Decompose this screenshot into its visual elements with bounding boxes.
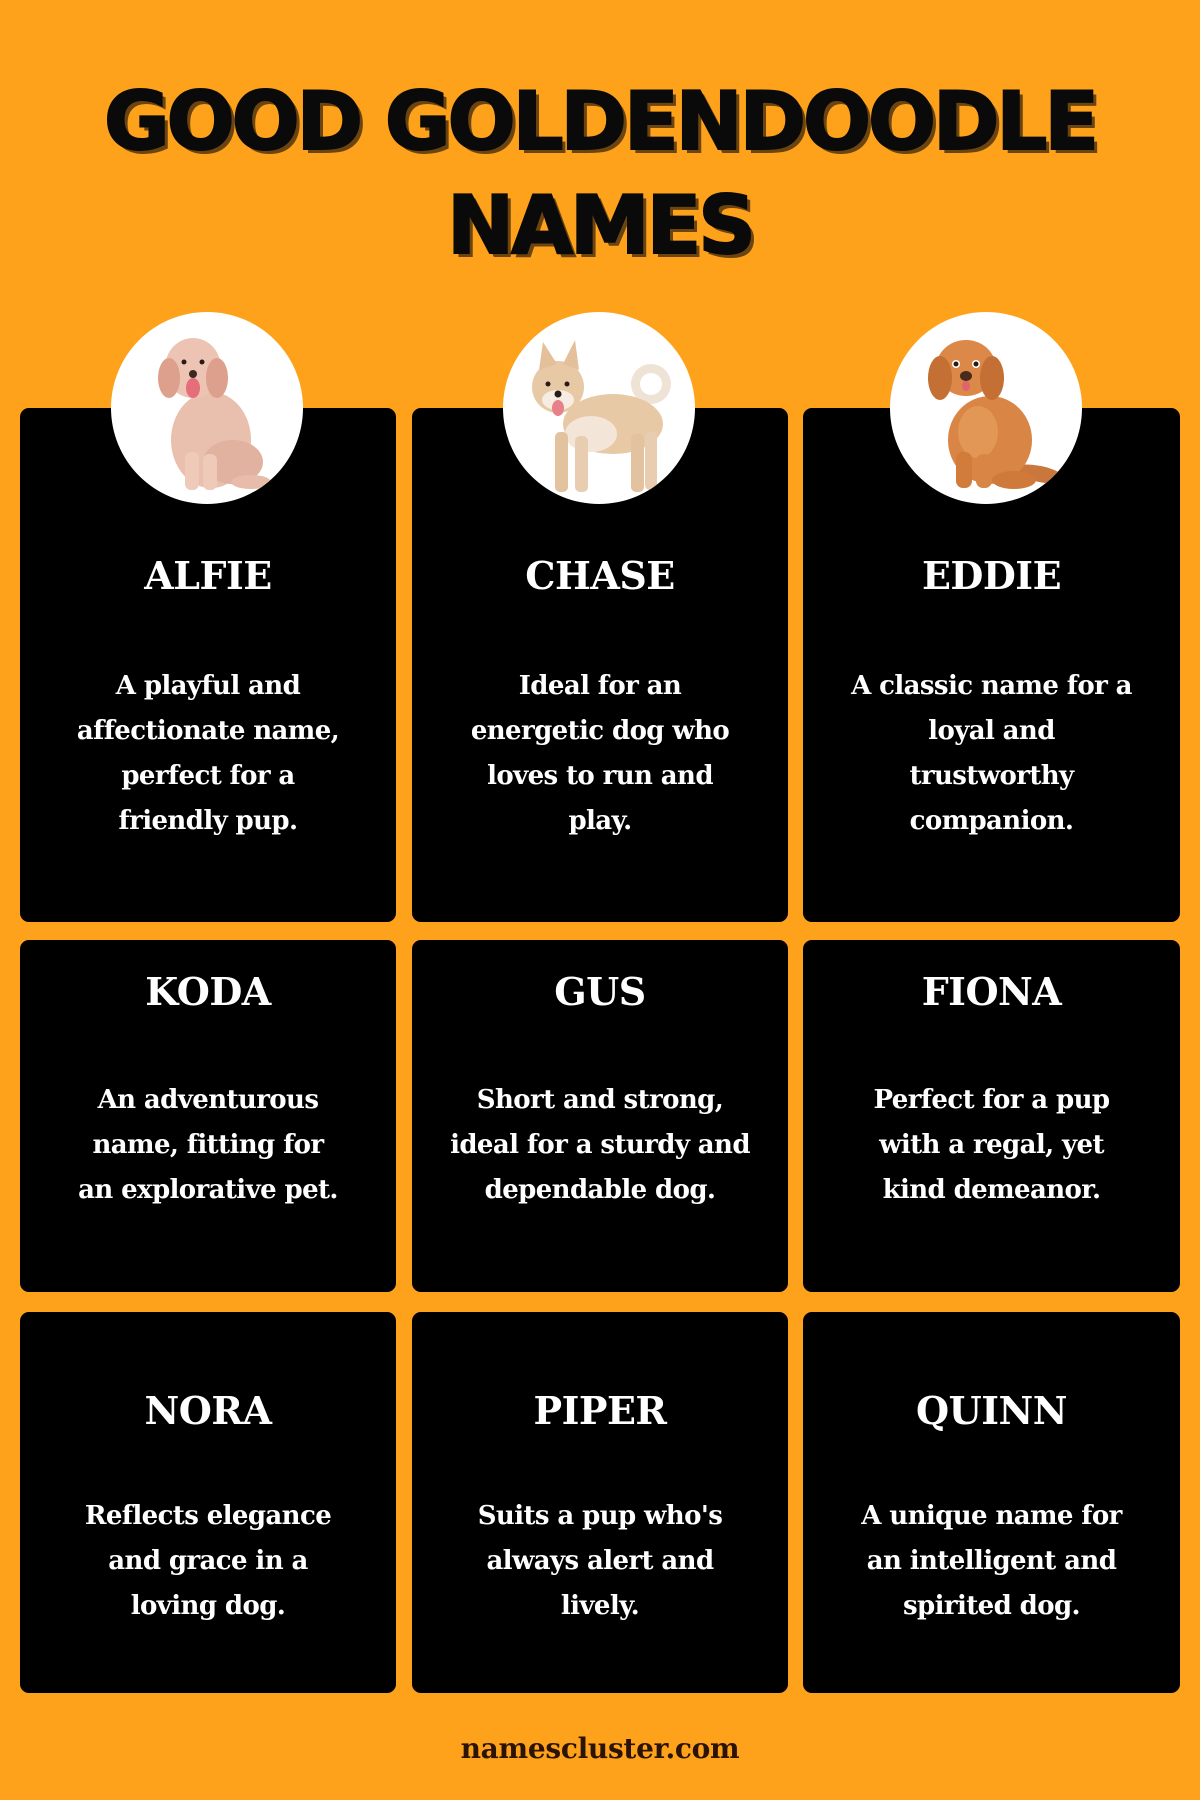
shiba-inu-standing-icon bbox=[503, 312, 695, 504]
card-description: A unique name for an intelligent and spirited dog. bbox=[861, 1501, 1122, 1621]
orange-doodle-puppy-icon bbox=[890, 312, 1082, 504]
name-card-piper bbox=[412, 1312, 788, 1693]
card-name: KODA bbox=[145, 969, 271, 1014]
card-description: Short and strong, ideal for a sturdy and dependable dog. bbox=[450, 1085, 750, 1205]
card-name: FIONA bbox=[921, 969, 1062, 1014]
card-description: A playful and affectionate name, perfect for a friendly pup. bbox=[76, 671, 340, 836]
card-description: A classic name for a loyal and trustworthy companion. bbox=[851, 671, 1132, 836]
title-line-1: GOOD GOLDENDOODLE bbox=[103, 75, 1097, 168]
card-description: Perfect for a pup with a regal, yet kind demeanor. bbox=[873, 1085, 1110, 1205]
card-name: PIPER bbox=[533, 1388, 667, 1433]
card-name: NORA bbox=[144, 1388, 272, 1433]
name-card-nora bbox=[20, 1312, 396, 1693]
card-name: EDDIE bbox=[921, 553, 1062, 598]
card-description: Ideal for an energetic dog who loves to run and play. bbox=[470, 671, 730, 836]
page-title bbox=[0, 70, 1200, 278]
card-description: An adventurous name, fitting for an explorative pet. bbox=[78, 1085, 338, 1205]
pink-goldendoodle-sitting-icon bbox=[111, 312, 303, 504]
name-card-gus bbox=[412, 940, 788, 1292]
footer-site-credit: namescluster.com bbox=[460, 1732, 740, 1765]
card-name: CHASE bbox=[525, 553, 675, 598]
name-card-quinn bbox=[803, 1312, 1180, 1693]
card-name: ALFIE bbox=[144, 553, 272, 598]
name-card-koda bbox=[20, 940, 396, 1292]
name-card-fiona bbox=[803, 940, 1180, 1292]
card-description: Reflects elegance and grace in a loving dog. bbox=[84, 1501, 332, 1621]
title-line-2: NAMES bbox=[447, 179, 753, 272]
card-name: QUINN bbox=[916, 1388, 1067, 1433]
card-name: GUS bbox=[554, 969, 646, 1014]
card-description: Suits a pup who's always alert and lively. bbox=[477, 1501, 723, 1621]
